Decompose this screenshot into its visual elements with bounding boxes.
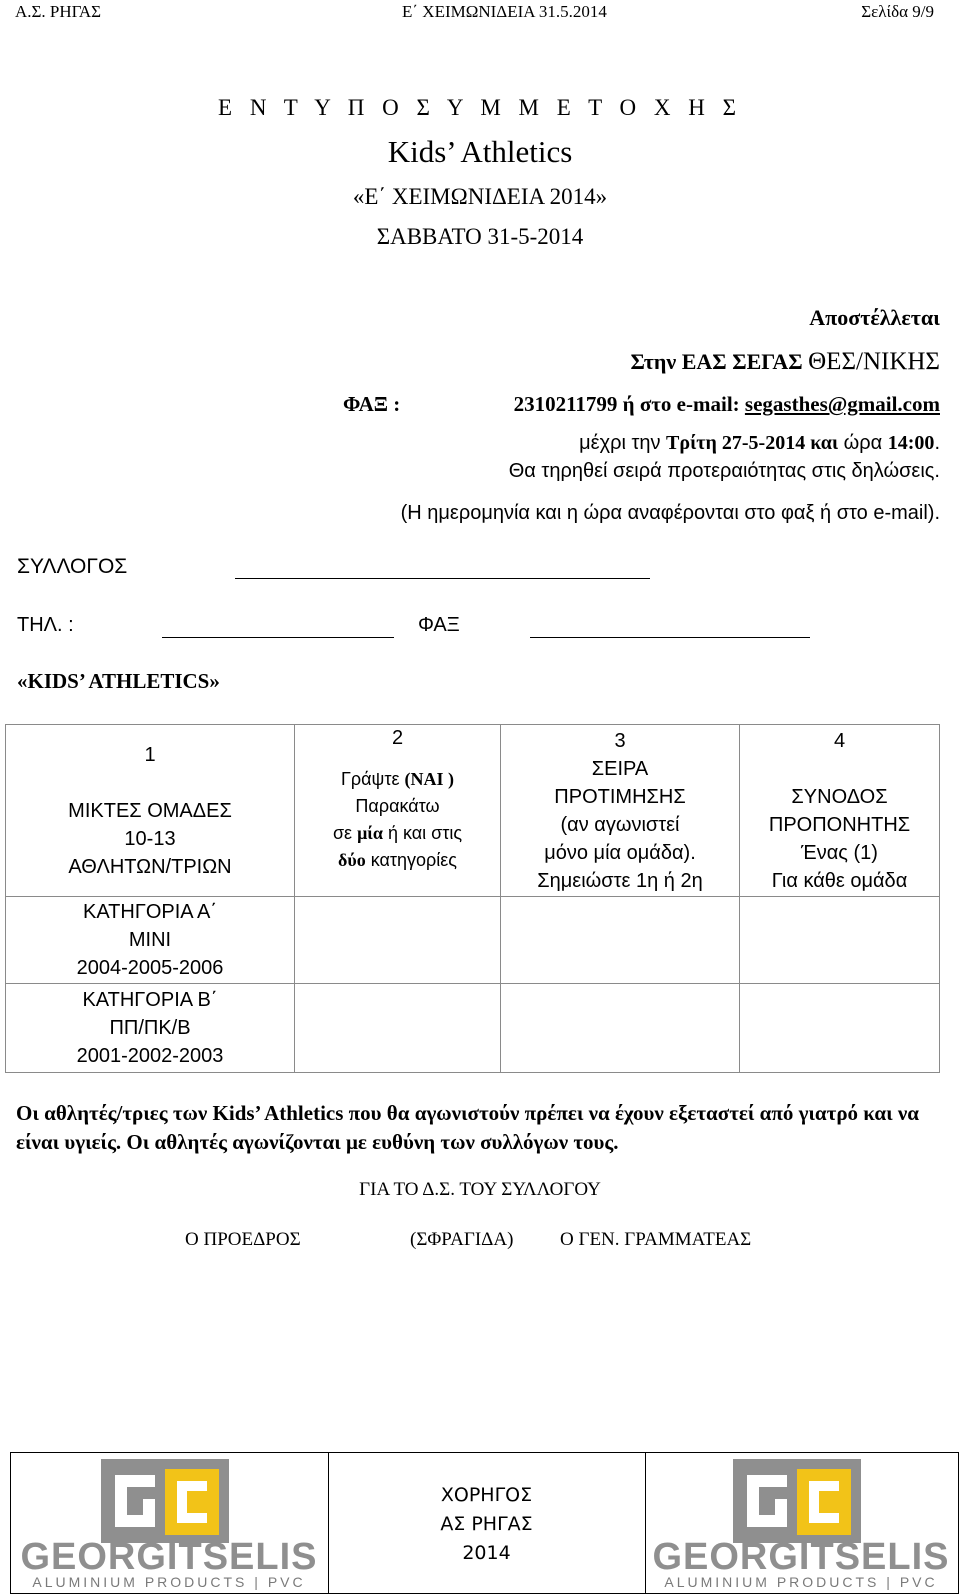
cat-a-line2: ΜΙΝΙ bbox=[128, 929, 172, 951]
deadline-hour-word: ώρα bbox=[843, 432, 883, 454]
recipient-prefix: Στην ΕΑΣ ΣΕΓΑΣ bbox=[630, 349, 803, 374]
deadline-line bbox=[579, 432, 940, 455]
col-number: 3 bbox=[614, 729, 626, 752]
send-heading: Αποστέλλεται bbox=[809, 305, 940, 330]
recipient-city: ΘΕΣ/ΝΙΚΗΣ bbox=[808, 348, 940, 375]
col2-line1 bbox=[299, 766, 496, 793]
fax-number: 2310211799 ή στο e-mail: bbox=[513, 392, 740, 416]
header-cell-teams bbox=[6, 725, 295, 897]
event-date: ΣΑΒΒΑΤΟ 31-5-2014 bbox=[376, 224, 584, 249]
president-signature: Ο ΠΡΟΕΔΡΟΣ bbox=[185, 1229, 301, 1250]
col3-line5: Σημειώστε 1η ή 2η bbox=[537, 869, 703, 892]
send-recipient bbox=[630, 348, 940, 376]
sponsor-divider bbox=[645, 1453, 646, 1593]
cat-a-line3: 2004-2005-2006 bbox=[76, 957, 224, 979]
logo-subtitle: ALUMINIUM PRODUCTS | PVC bbox=[664, 1574, 938, 1590]
deadline-prefix: μέχρι την bbox=[579, 432, 661, 454]
cat-b-line2: ΠΠ/ΠΚ/Β bbox=[109, 1017, 191, 1039]
logo-word: GEORGITSELIS bbox=[20, 1536, 318, 1578]
col4-line3: Ένας (1) bbox=[801, 841, 878, 864]
col-number: 4 bbox=[833, 729, 846, 752]
col2-l3b: μία bbox=[357, 823, 383, 843]
category-a-cell bbox=[6, 897, 295, 984]
header-cell-priority bbox=[501, 725, 740, 897]
cat-b-yes-cell[interactable] bbox=[295, 984, 501, 1073]
logo-mark-accent bbox=[165, 1469, 219, 1535]
col3-line2: ΠΡΟΤΙΜΗΣΗΣ bbox=[554, 785, 686, 808]
header-left: Α.Σ. ΡΗΓΑΣ bbox=[15, 2, 102, 21]
logo-subtitle: ALUMINIUM PRODUCTS | PVC bbox=[32, 1574, 306, 1590]
cat-a-yes-cell[interactable] bbox=[295, 897, 501, 984]
col2-line4 bbox=[299, 847, 496, 874]
table-row bbox=[6, 984, 940, 1073]
logo-word: GEORGITSELIS bbox=[652, 1536, 950, 1578]
sponsor-line3: 2014 bbox=[462, 1542, 511, 1564]
header-middle: Ε΄ ΧΕΙΜΩΝΙΔΕΙΑ 31.5.2014 bbox=[402, 2, 607, 21]
cat-a-line1: ΚΑΤΗΓΟΡΙΑ Α΄ bbox=[82, 901, 217, 923]
entry-table bbox=[5, 724, 940, 1073]
col-number: 1 bbox=[144, 743, 156, 766]
header-cell-coach bbox=[740, 725, 940, 897]
col4-line1: ΣΥΝΟΔΟΣ bbox=[791, 785, 888, 808]
tel-label: ΤΗΛ. : bbox=[17, 614, 74, 636]
col-number: 2 bbox=[391, 727, 404, 749]
col2-l3a: σε bbox=[332, 823, 353, 843]
col3-line4: μόνο μία ομάδα). bbox=[544, 841, 696, 864]
header-cell-yes bbox=[295, 725, 501, 897]
event-edition: «Ε΄ ΧΕΙΜΩΝΙΔΕΙΑ 2014» bbox=[352, 184, 608, 209]
club-field[interactable] bbox=[235, 578, 650, 579]
page-number: Σελίδα 9/9 bbox=[861, 2, 934, 21]
table-header-row bbox=[6, 725, 940, 897]
section-label: «KIDS’ ATHLETICS» bbox=[17, 669, 220, 693]
email-link[interactable]: segasthes@gmail.com bbox=[744, 392, 940, 416]
sponsor-text bbox=[328, 1481, 645, 1568]
deadline-period: . bbox=[934, 432, 940, 454]
cat-b-coach-cell[interactable] bbox=[740, 984, 940, 1073]
board-caption: ΓΙΑ ΤΟ Δ.Σ. ΤΟΥ ΣΥΛΛΟΓΟΥ bbox=[359, 1179, 601, 1200]
tel-field[interactable] bbox=[162, 637, 394, 638]
deadline-time: 14:00 bbox=[887, 432, 935, 454]
col2-line3 bbox=[299, 820, 496, 847]
fax-email-line bbox=[514, 392, 940, 417]
sponsor-logo-right bbox=[651, 1455, 951, 1591]
fax-label: ΦΑΞ : bbox=[343, 392, 401, 416]
col4-line2: ΠΡΟΠΟΝΗΤΗΣ bbox=[768, 813, 911, 836]
logo-mark-accent bbox=[797, 1469, 851, 1535]
col2-line2: Παρακάτω bbox=[355, 796, 440, 816]
category-b-cell bbox=[6, 984, 295, 1073]
club-label: ΣΥΛΛΟΓΟΣ bbox=[17, 555, 128, 578]
sponsor-footer bbox=[10, 1452, 959, 1594]
col4-line4: Για κάθε ομάδα bbox=[771, 869, 908, 892]
sponsor-line2: ΑΣ ΡΗΓΑΣ bbox=[440, 1513, 533, 1535]
secretary-signature: Ο ΓΕΝ. ΓΡΑΜΜΑΤΕΑΣ bbox=[560, 1229, 752, 1250]
col1-line1: ΜΙΚΤΕΣ ΟΜΑΔΕΣ bbox=[68, 799, 232, 822]
timestamp-note: (Η ημερομηνία και η ώρα αναφέρονται στο φαξ ή στο e-mail). bbox=[400, 502, 940, 524]
fax-field[interactable] bbox=[530, 637, 810, 638]
fax-field-label: ΦΑΞ bbox=[418, 614, 460, 636]
col2-l4b: κατηγορίες bbox=[370, 850, 457, 870]
col3-line3: (αν αγωνιστεί bbox=[560, 813, 680, 836]
col2-l4a: δύο bbox=[338, 850, 366, 870]
seal-label: (ΣΦΡΑΓΙΔΑ) bbox=[410, 1229, 514, 1250]
col2-l1a: Γράψτε bbox=[340, 769, 400, 789]
col2-l1b: (ΝΑΙ ) bbox=[404, 769, 455, 789]
health-warning: Οι αθλητές/τριες των Kids’ Athletics που θα αγωνιστούν πρέπει να έχουν εξεταστεί από γιατρό και να είναι υγιείς. Οι αθλητές αγωνίζονται με ευθύνη των συλλόγων τους. bbox=[16, 1101, 919, 1154]
cat-a-coach-cell[interactable] bbox=[740, 897, 940, 984]
priority-note: Θα τηρηθεί σειρά προτεραιότητας στις δηλώσεις. bbox=[508, 460, 940, 482]
col3-line1: ΣΕΙΡΑ bbox=[591, 757, 649, 780]
col1-line3: ΑΘΛΗΤΩΝ/ΤΡΙΩΝ bbox=[68, 855, 232, 878]
form-title: Ε Ν Τ Υ Π Ο Σ Υ Μ Μ Ε Τ Ο Χ Η Σ bbox=[218, 95, 742, 120]
deadline-date: Τρίτη 27-5-2014 και bbox=[666, 432, 839, 454]
table-row bbox=[6, 897, 940, 984]
sponsor-logo-left bbox=[19, 1455, 319, 1591]
col2-l3c: ή και στις bbox=[387, 823, 463, 843]
sponsor-line1: ΧΟΡΗΓΟΣ bbox=[440, 1484, 533, 1506]
cat-b-line3: 2001-2002-2003 bbox=[76, 1045, 224, 1067]
cat-b-line1: ΚΑΤΗΓΟΡΙΑ Β΄ bbox=[82, 989, 218, 1011]
event-name: Kids’ Athletics bbox=[387, 134, 573, 169]
cat-a-priority-cell[interactable] bbox=[501, 897, 740, 984]
col1-line2: 10-13 bbox=[124, 827, 176, 850]
cat-b-priority-cell[interactable] bbox=[501, 984, 740, 1073]
